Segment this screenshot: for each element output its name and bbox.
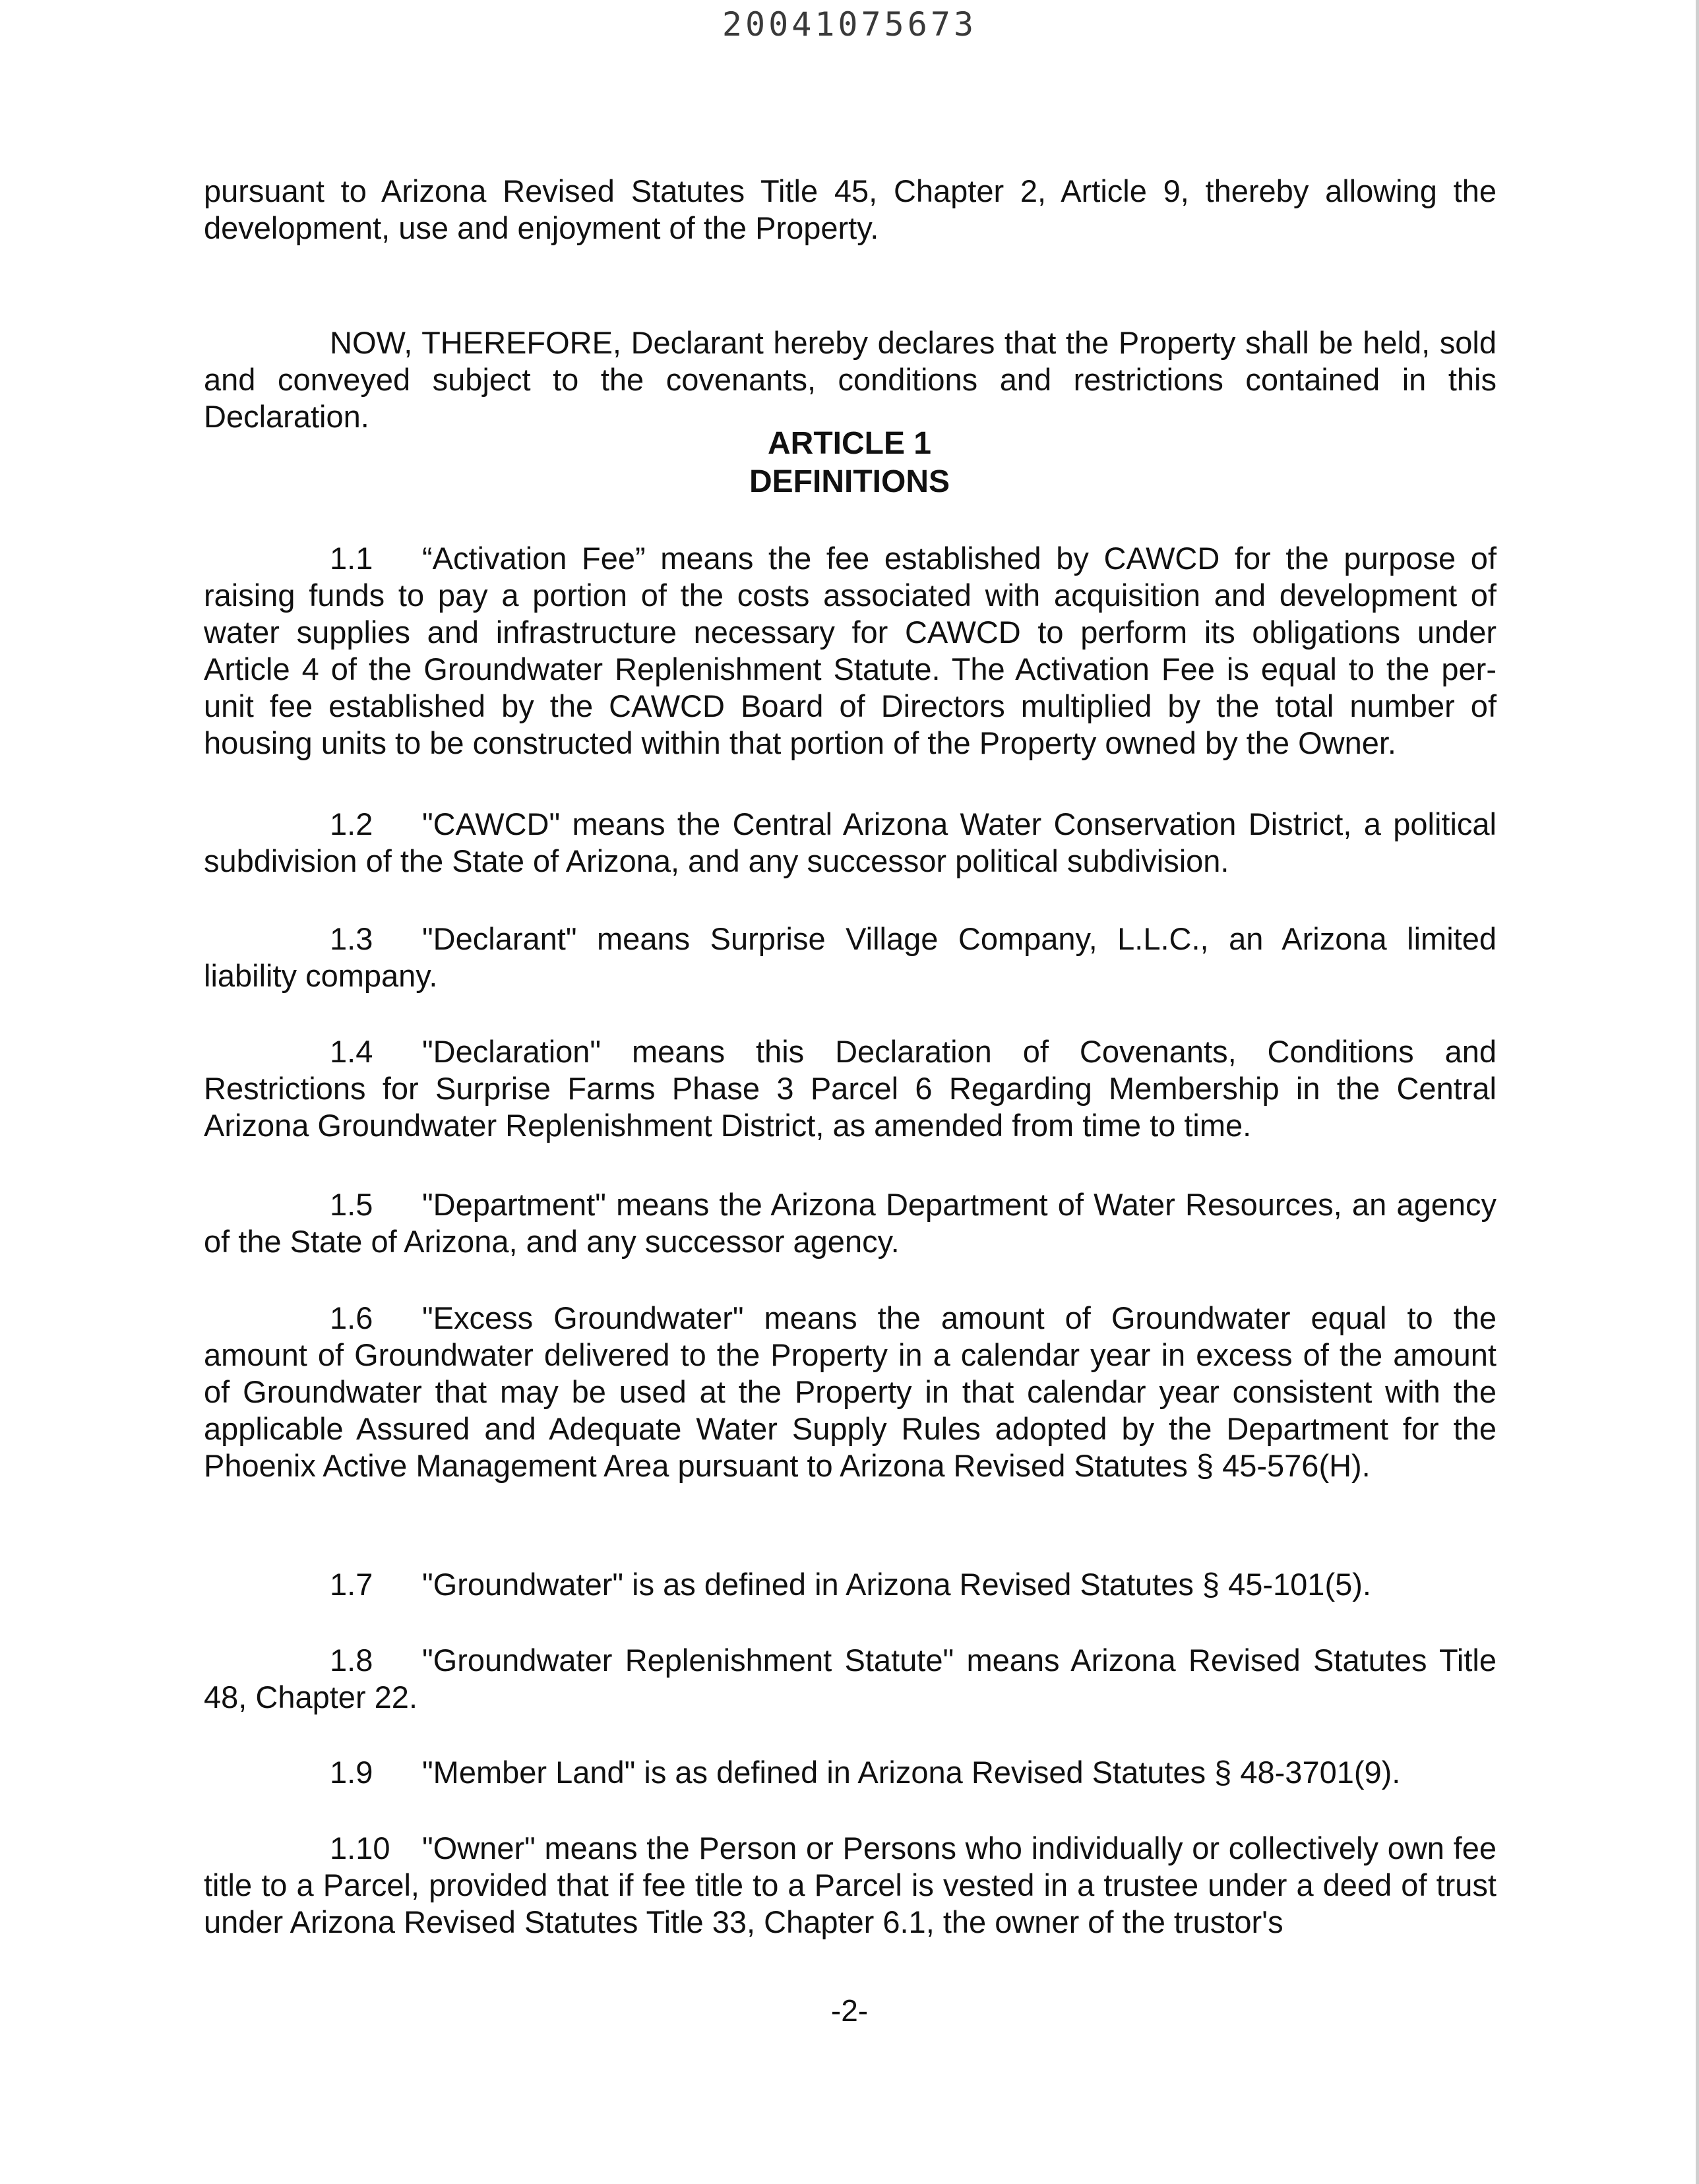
definition-number: 1.6: [330, 1300, 373, 1335]
paragraph-continuation: pursuant to Arizona Revised Statutes Title 45, Chapter 2, Article 9, thereby allowing the development, use and enjoyment of the Property.: [204, 173, 1497, 245]
definition-text: "Excess Groundwater" means the amount of Groundwater equal to the amount of Groundwater delivered to the Property in a calendar year in excess of the amount of Groundwater that may be used at the Property in that calendar year consistent with the applicable Assured and Adequate Water Supply Rules adopted by the Department for the Phoenix Active Management Area pursuant to Arizona Revised Statutes § 45-576(H).: [204, 1300, 1497, 1483]
definition-1-4: [204, 1033, 1497, 1144]
page-number: -2-: [830, 1993, 869, 2028]
article-number: ARTICLE 1: [767, 426, 931, 461]
definition-number: 1.2: [330, 806, 373, 841]
scan-edge-line: [1696, 0, 1699, 2184]
definition-text: “Activation Fee” means the fee established by CAWCD for the purpose of raising funds to pay a portion of the costs associated with acquisition and development of water supplies and infrastructure necessary for CAWCD to perform its obligations under Article 4 of the Groundwater Replenishment Statute. The Activation Fee is equal to the per-unit fee established by the CAWCD Board of Directors multiplied by the total number of housing units to be constructed within that portion of the Property owned by the Owner.: [204, 541, 1497, 760]
definition-number: 1.10: [330, 1831, 390, 1866]
recording-number: 20041075673: [722, 5, 977, 44]
definition-text: "Groundwater Replenishment Statute" means Arizona Revised Statutes Title 48, Chapter 22.: [204, 1643, 1497, 1714]
definition-text: "Member Land" is as defined in Arizona Revised Statutes § 48-3701(9).: [422, 1755, 1401, 1790]
definition-number: 1.1: [330, 541, 373, 576]
definition-number: 1.8: [330, 1643, 373, 1678]
definition-1-7: [204, 1566, 1497, 1603]
definition-text: "Declarant" means Surprise Village Company, L.L.C., an Arizona limited liability company.: [204, 921, 1497, 993]
definition-1-1: [204, 540, 1497, 762]
definition-1-2: [204, 806, 1497, 880]
definition-number: 1.5: [330, 1187, 373, 1222]
definition-1-9: [204, 1754, 1497, 1791]
definition-1-5: [204, 1186, 1497, 1260]
definition-1-8: [204, 1642, 1497, 1716]
definition-text: "Owner" means the Person or Persons who individually or collectively own fee title to a Parcel, provided that if fee title to a Parcel is vested in a trustee under a deed of trust under Arizona Revised Statutes Title 33, Chapter 6.1, the owner of the trustor's: [204, 1831, 1497, 1939]
paragraph-now-therefore: NOW, THEREFORE, Declarant hereby declares that the Property shall be held, sold and conveyed subject to the covenants, conditions and restrictions contained in this Declaration.: [204, 325, 1497, 434]
definition-text: "Department" means the Arizona Department of Water Resources, an agency of the State of Arizona, and any successor agency.: [204, 1187, 1497, 1259]
definition-number: 1.9: [330, 1755, 373, 1790]
article-title: DEFINITIONS: [749, 464, 950, 499]
definition-1-10: [204, 1830, 1497, 1941]
definition-number: 1.7: [330, 1567, 373, 1602]
definition-1-3: [204, 921, 1497, 994]
definition-text: "Groundwater" is as defined in Arizona Revised Statutes § 45-101(5).: [422, 1567, 1371, 1602]
definition-number: 1.3: [330, 921, 373, 956]
definition-number: 1.4: [330, 1034, 373, 1069]
definition-text: "Declaration" means this Declaration of Covenants, Conditions and Restrictions for Surprise Farms Phase 3 Parcel 6 Regarding Membership in the Central Arizona Groundwater Replenishment District, as amended from time to time.: [204, 1034, 1497, 1143]
definition-1-6: [204, 1300, 1497, 1484]
definition-text: "CAWCD" means the Central Arizona Water Conservation District, a political subdivision of the State of Arizona, and any successor political subdivision.: [204, 806, 1497, 878]
